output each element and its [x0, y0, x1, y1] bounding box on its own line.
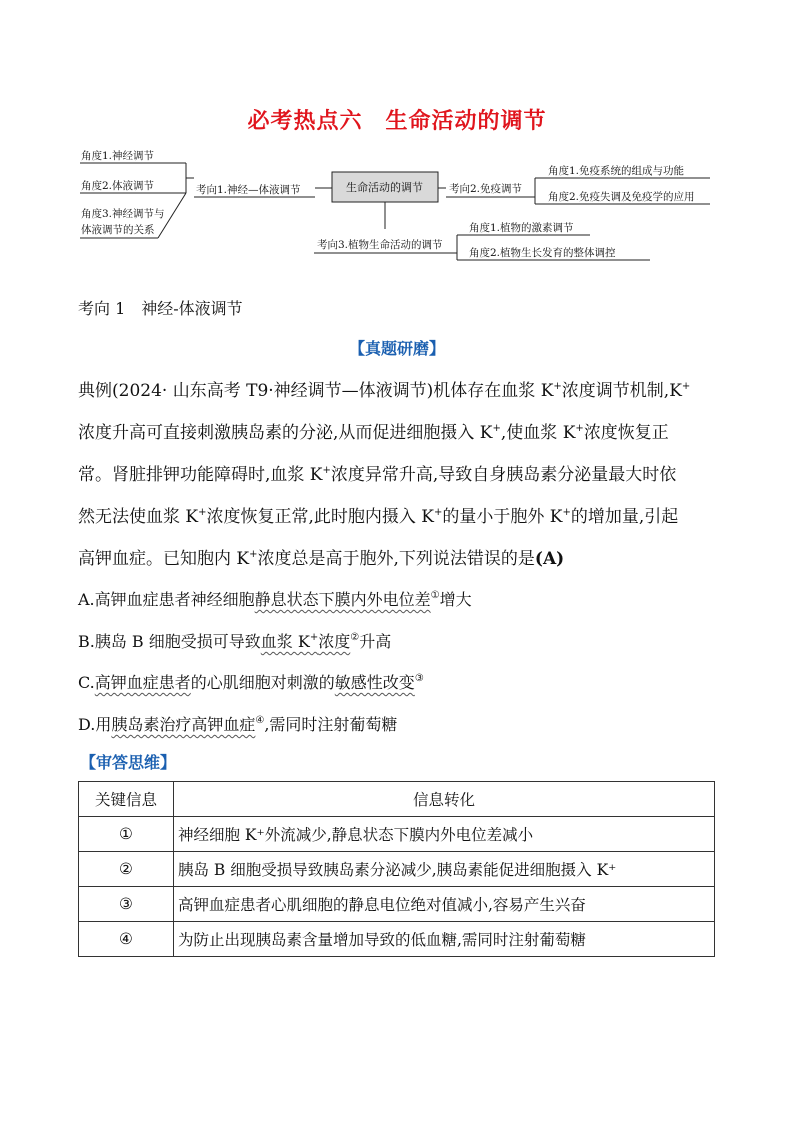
table-cell: ② — [79, 852, 174, 887]
think-heading: 【审答思维】 — [80, 753, 177, 772]
stem-line: 然无法使血浆 K+浓度恢复正常,此时胞内摄入 K+的量小于胞外 K+的增加量,引起 — [78, 507, 679, 527]
table-cell: ① — [79, 817, 174, 852]
table-cell: ④ — [79, 922, 174, 957]
map-angle-3a: 角度3.神经调节与 — [81, 208, 165, 220]
table-cell: 胰岛 B 细胞受损导致胰岛素分泌减少,胰岛素能促进细胞摄入 K⁺ — [174, 852, 715, 887]
page-title: 必考热点六 生命活动的调节 — [247, 109, 547, 134]
map-direction-2: 考向2.免疫调节 — [449, 183, 523, 195]
map-center: 生命活动的调节 — [346, 181, 423, 194]
table-cell: 为防止出现胰岛素含量增加导致的低血糖,需同时注射葡萄糖 — [174, 922, 715, 957]
table-header: 信息转化 — [174, 782, 715, 817]
option-d: D.用胰岛素治疗高钾血症④,需同时注射葡萄糖 — [78, 715, 398, 734]
map-right-angle-1: 角度1.免疫系统的组成与功能 — [548, 165, 685, 177]
map-angle-1: 角度1.神经调节 — [81, 150, 155, 162]
stem-line: 浓度升高可直接刺激胰岛素的分泌,从而促进细胞摄入 K+,使血浆 K+浓度恢复正 — [78, 423, 669, 443]
option-a: A.高钾血症患者神经细胞静息状态下膜内外电位差①增大 — [78, 590, 472, 609]
map-right-angle-2: 角度2.免疫失调及免疫学的应用 — [548, 191, 695, 203]
map-bottom-angle-1: 角度1.植物的激素调节 — [469, 222, 574, 234]
section-heading: 考向 1 神经-体液调节 — [78, 299, 243, 318]
table-row — [79, 852, 715, 887]
map-bottom-angle-2: 角度2.植物生长发育的整体调控 — [469, 247, 616, 259]
stem-line: 常。肾脏排钾功能障碍时,血浆 K+浓度异常升高,导致自身胰岛素分泌量最大时依 — [78, 465, 677, 485]
map-angle-3b: 体液调节的关系 — [81, 224, 155, 236]
map-direction-1: 考向1.神经—体液调节 — [196, 184, 301, 196]
answer: (A) — [534, 549, 565, 569]
table-header-row — [79, 782, 715, 817]
table-header: 关键信息 — [79, 782, 174, 817]
question-stem — [78, 368, 720, 578]
info-table — [78, 781, 715, 957]
option-c: C.高钾血症患者的心肌细胞对刺激的敏感性改变③ — [78, 673, 424, 692]
stem-line: 典例(2024· 山东高考 T9·神经调节—体液调节)机体存在血浆 K+浓度调节机制,K+ — [78, 381, 691, 401]
table-cell: ③ — [79, 887, 174, 922]
option-b: B.胰岛 B 细胞受损可导致血浆 K+浓度②升高 — [78, 632, 392, 651]
stem-line: 高钾血症。已知胞内 K+浓度总是高于胞外,下列说法错误的是(A) — [78, 549, 565, 569]
table-cell: 高钾血症患者心肌细胞的静息电位绝对值减小,容易产生兴奋 — [174, 887, 715, 922]
concept-map — [0, 0, 794, 280]
map-angle-2: 角度2.体液调节 — [81, 180, 155, 192]
table-cell: 神经细胞 K⁺外流减少,静息状态下膜内外电位差减小 — [174, 817, 715, 852]
table-row — [79, 922, 715, 957]
map-direction-3: 考向3.植物生命活动的调节 — [317, 239, 443, 251]
banner-heading: 【真题研磨】 — [348, 339, 445, 358]
table-row — [79, 887, 715, 922]
table-row — [79, 817, 715, 852]
